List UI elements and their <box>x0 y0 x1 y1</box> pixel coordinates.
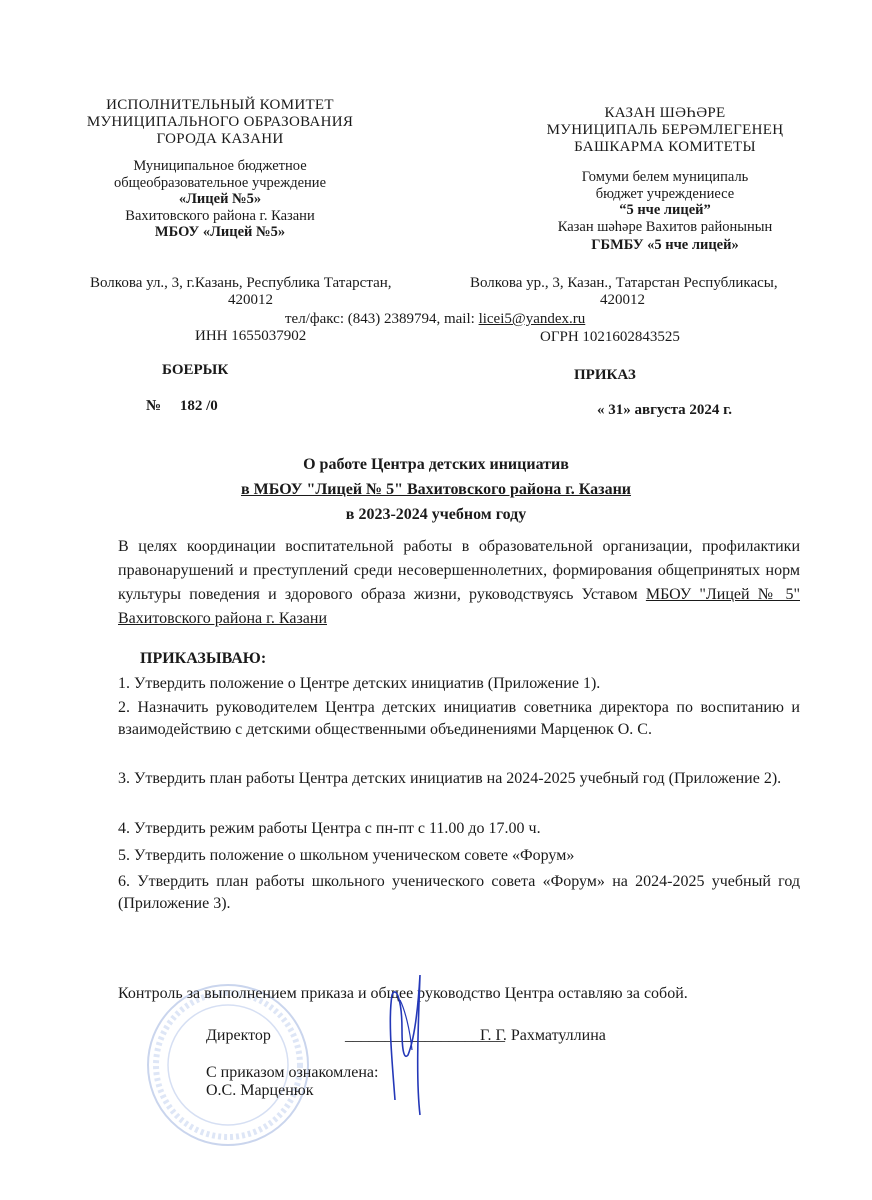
signature-line: ____________________ <box>345 1027 505 1044</box>
control-statement: Контроль за выполнением приказа и общее руководство Центра оставляю за собой. <box>118 985 688 1002</box>
order-item: 6. Утвердить план работы школьного ученического совета «Форум» на 2024-2025 учебный год (Приложение 3). <box>118 873 800 912</box>
org-line: ГОРОДА КАЗАНИ <box>156 131 284 147</box>
postcode-left: 420012 <box>228 292 273 308</box>
order-date: « 31» августа 2024 г. <box>597 402 733 418</box>
number-value: 182 /0 <box>179 398 218 414</box>
order-item: 3. Утвердить план работы Центра детских инициатив на 2024-2025 учебный год (Приложение 2). <box>118 770 782 787</box>
school-line: Гомуми белем муниципаль <box>581 169 749 185</box>
preamble-text: В целях координации воспитательной работы в образовательной организации, профилактики правонарушений и преступлений среди несовершеннолетних, формирования общепринятых норм культуры поведения и здорового образа жизни, руководствуясь Уставом <box>118 538 800 603</box>
school-line: «Лицей №5» <box>178 191 262 207</box>
order-item: 1. Утвердить положение о Центре детских инициатив (Приложение 1). <box>118 675 601 692</box>
doc-type-tatar: БОЕРЫК <box>162 362 229 378</box>
doc-type-russian: ПРИКАЗ <box>574 367 636 383</box>
title-underlined: в МБОУ "Лицей № 5" Вахитовского района г. Казани <box>240 481 632 498</box>
ogrn: ОГРН 1021602843525 <box>540 329 680 345</box>
inn: ИНН 1655037902 <box>195 328 307 344</box>
school-line: бюджет учреждениесе <box>595 185 735 202</box>
school-line: “5 нче лицей” <box>619 202 711 218</box>
school-line: МБОУ «Лицей №5» <box>154 224 286 240</box>
acknowledged-person: О.С. Марценюк <box>206 1082 314 1099</box>
acknowledgement-label: С приказом ознакомлена: <box>206 1064 379 1081</box>
address-right: Волкова ур., 3, Казан., Татарстан Республикасы, <box>470 275 778 291</box>
phone-fax: тел/факс: (843) 2389794, mail: <box>285 311 479 327</box>
org-line: БАШКАРМА КОМИТЕТЫ <box>574 139 756 155</box>
document-title-line: О работе Центра детских инициатив <box>303 456 569 473</box>
school-line: ГБМБУ «5 нче лицей» <box>591 237 739 253</box>
signer-name: Г. Г. Рахматуллина <box>480 1027 606 1044</box>
org-line: МУНИЦИПАЛЬНОГО ОБРАЗОВАНИЯ <box>86 114 354 130</box>
order-item: 2. Назначить руководителем Центра детских инициатив советника директора по воспитанию и взаимодействию с детскими общественными объединениями Марценюк О. С. <box>118 699 800 738</box>
document-title-line: в 2023-2024 учебном году <box>345 506 527 523</box>
order-item: 4. Утвердить режим работы Центра с пн-пт с 11.00 до 17.00 ч. <box>118 820 541 837</box>
org-line: МУНИЦИПАЛЬ БЕРӘМЛЕГЕНЕҢ <box>546 122 784 138</box>
org-line: КАЗАН ШӘҺӘРЕ <box>604 105 726 121</box>
signer-role: Директор <box>206 1027 271 1044</box>
postcode-right: 420012 <box>600 292 645 308</box>
preamble-school: МБОУ "Лицей № 5" Вахитовского района г. Казани <box>118 586 800 627</box>
school-line: Вахитовского района г. Казани <box>125 207 315 224</box>
school-line: Муниципальное бюджетное <box>133 158 307 174</box>
org-line: ИСПОЛНИТЕЛЬНЫЙ КОМИТЕТ <box>106 97 334 113</box>
address-left: Волкова ул., 3, г.Казань, Республика Татарстан, <box>90 275 392 291</box>
email-link[interactable]: licei5@yandex.ru <box>478 311 586 327</box>
order-heading: ПРИКАЗЫВАЮ: <box>140 650 267 667</box>
order-item: 5. Утвердить положение о школьном ученическом совете «Форум» <box>118 847 575 864</box>
number-sign: № <box>146 398 162 414</box>
school-line: общеобразовательное учреждение <box>113 174 327 191</box>
school-line: Казан шәһәре Вахитов районынын <box>557 218 773 235</box>
